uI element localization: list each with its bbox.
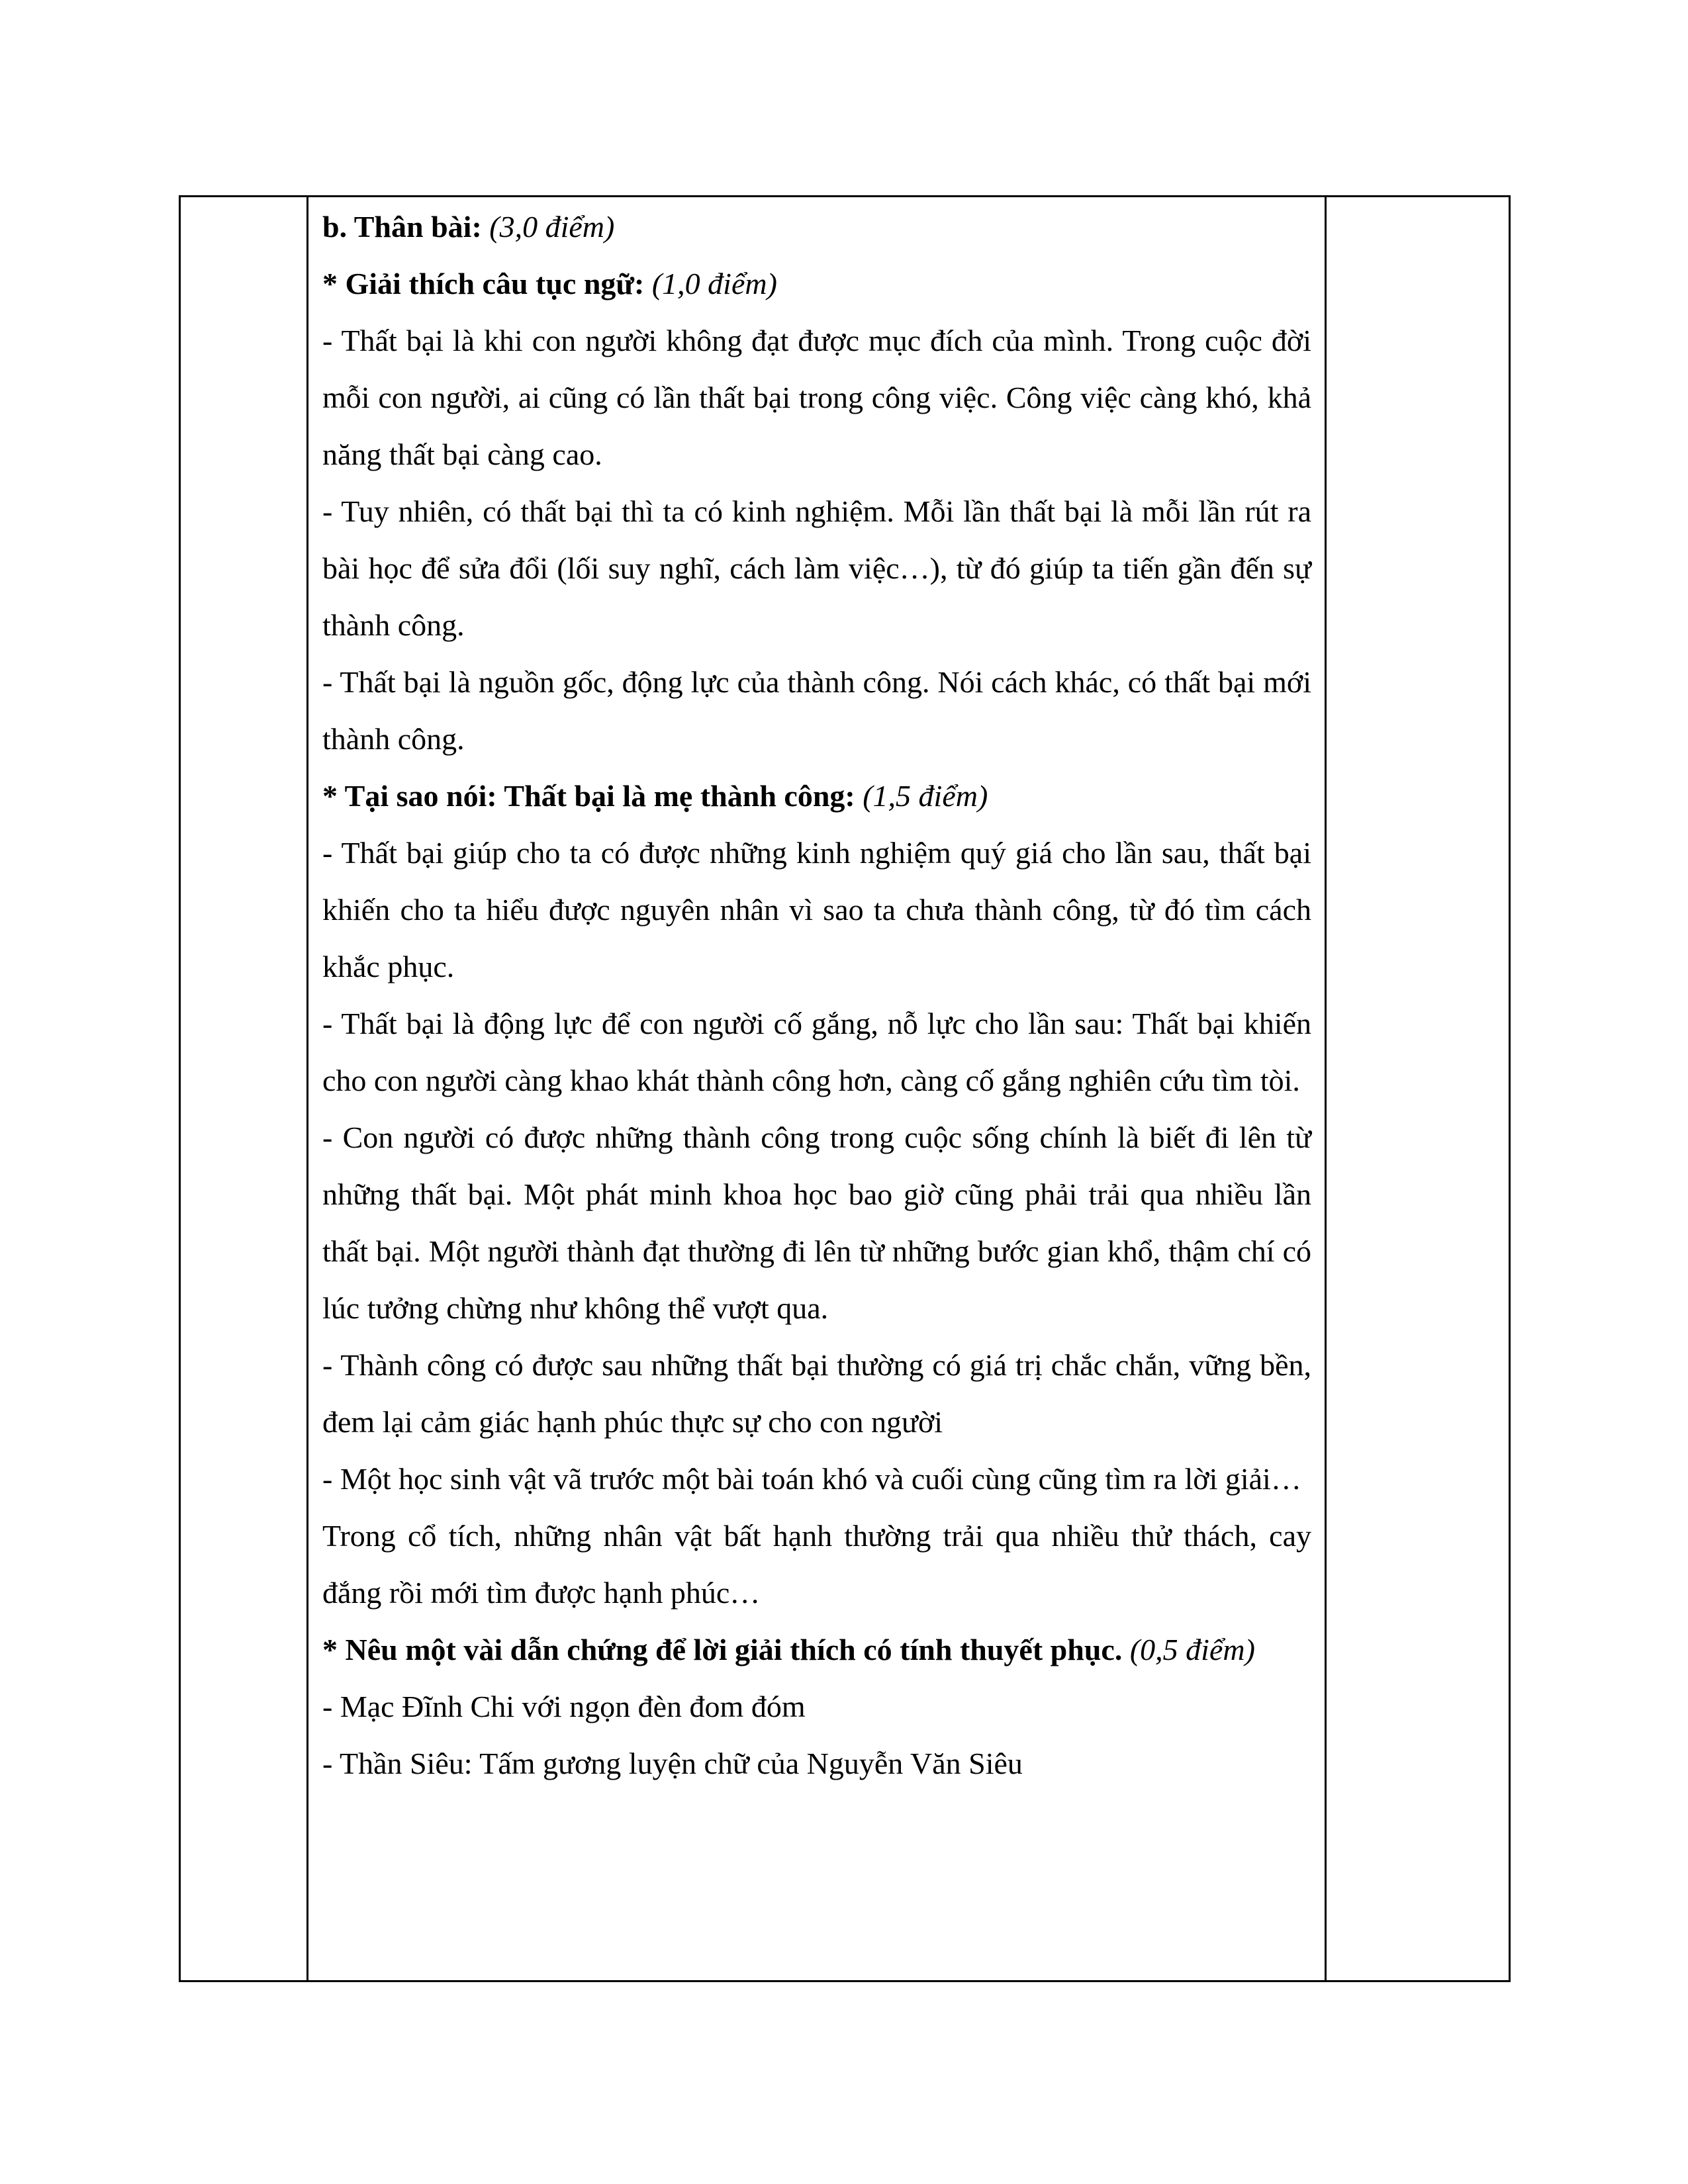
paragraph: - Thất bại giúp cho ta có được những kinh nghiệm quý giá cho lần sau, thất bại khiến cho ta hiểu được nguyên nhân vì sao ta chưa thành công, từ đó tìm cách khắc phục. (322, 836, 1311, 983)
part2-title: * Tại sao nói: Thất bại là mẹ thành công: (1,5 điểm) (322, 779, 988, 813)
table-column-content (308, 197, 1327, 1980)
table-column-right (1327, 197, 1509, 1980)
part1-title: * Giải thích câu tục ngữ: (1,0 điểm) (322, 267, 777, 300)
paragraph: - Thần Siêu: Tấm gương luyện chữ của Nguyễn Văn Siêu (322, 1747, 1023, 1780)
paragraph: - Thất bại là động lực để con người cố gắng, nỗ lực cho lần sau: Thất bại khiến cho con người càng khao khát thành công hơn, càng cố gắng nghiên cứu tìm tòi. (322, 1007, 1311, 1097)
table-column-left (181, 197, 308, 1980)
paragraph: - Con người có được những thành công trong cuộc sống chính là biết đi lên từ những thất bại. Một phát minh khoa học bao giờ cũng phải trải qua nhiều lần thất bại. Một người thành đạt thường đi lên từ những bước gian khổ, thậm chí có lúc tưởng chừng như không thể vượt qua. (322, 1120, 1311, 1325)
section-heading: b. Thân bài: (3,0 điểm) (322, 210, 615, 244)
answer-table (179, 195, 1511, 1982)
paragraph: Trong cổ tích, những nhân vật bất hạnh thường trải qua nhiều thử thách, cay đắng rồi mới tìm được hạnh phúc… (322, 1519, 1311, 1610)
paragraph: - Thất bại là nguồn gốc, động lực của thành công. Nói cách khác, có thất bại mới thành công. (322, 665, 1311, 756)
paragraph: - Thành công có được sau những thất bại thường có giá trị chắc chắn, vững bền, đem lại cảm giác hạnh phúc thực sự cho con người (322, 1348, 1311, 1439)
part3-title: * Nêu một vài dẫn chứng để lời giải thích có tính thuyết phục. (0,5 điểm) (322, 1633, 1255, 1666)
paragraph: - Một học sinh vật vã trước một bài toán khó và cuối cùng cũng tìm ra lời giải… (322, 1462, 1301, 1496)
paragraph: - Mạc Đĩnh Chi với ngọn đèn đom đóm (322, 1690, 806, 1723)
paragraph: - Tuy nhiên, có thất bại thì ta có kinh nghiệm. Mỗi lần thất bại là mỗi lần rút ra bài học để sửa đổi (lối suy nghĩ, cách làm việc…), từ đó giúp ta tiến gần đến sự thành công. (322, 494, 1311, 642)
paragraph: - Thất bại là khi con người không đạt được mục đích của mình. Trong cuộc đời mỗi con người, ai cũng có lần thất bại trong công việc. Công việc càng khó, khả năng thất bại càng cao. (322, 324, 1311, 471)
